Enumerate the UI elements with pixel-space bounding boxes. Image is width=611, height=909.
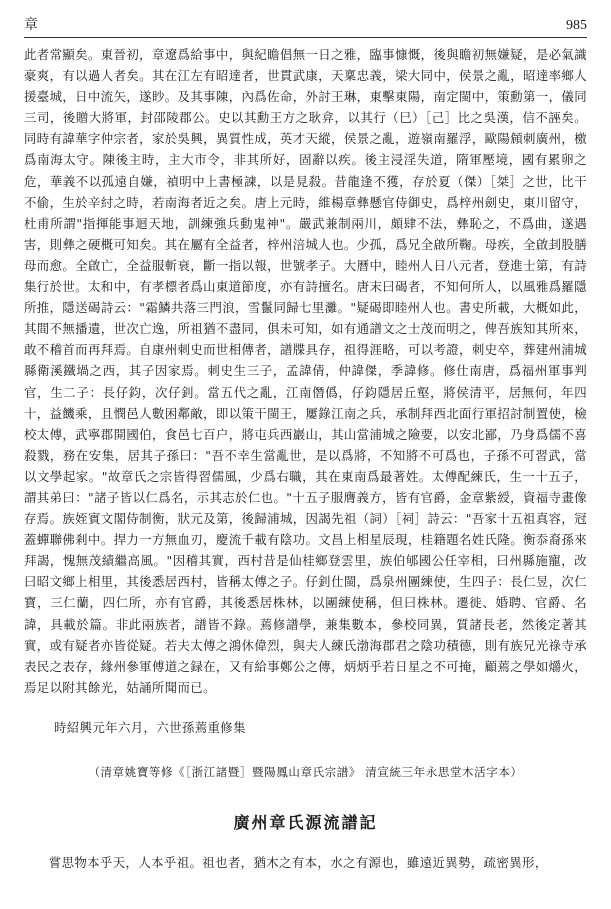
page-number: 985 bbox=[566, 18, 587, 33]
section-first-line: 嘗思物本乎天，人本乎祖。祖也者，猶木之有本，水之有源也，雖遠近異勢，疏密異形， bbox=[48, 855, 548, 870]
section-title: 廣州章氏源流譜記 bbox=[233, 813, 378, 832]
signature-line: 時紹興元年六月，六世孫蔫重修集 bbox=[54, 720, 246, 735]
main-text bbox=[24, 44, 587, 698]
source-citation: （清章姚寶等修《［浙江諸暨］暨陽鳳山章氏宗譜》 清宣統三年永思堂木活字本） bbox=[88, 765, 523, 779]
body-paragraph: 此者常顯矣。東晉初，章遼爲給事中，與紀瞻倡無一日之雅，臨事慷慨，後與瞻初無嫌疑，是必氣識豪爽，有以過人者矣。其在江左有昭達者，世貫武康，天稟忠義，梁大同中，侯景之亂，昭達率鄉人援臺城，日中流矢，遂眇。及其事陳，內爲佐命，外討王琳，東擊東陽，南定閩中，策勳第一，儀同三司，後贈大將軍，封邵陵郡公。史以其勳王方之耿弇，以其行（巳）［己］比之吳漢，信不誣矣。同時有諱華字仲宗者，家於吳興，異質性成，英才天縱，侯景之亂，遊嶺南羅浮，歐陽頠刺廣州，檄爲南海太守。陳後主時，主大市令，非其所好，固辭以疾。後主浸淫失道，隋軍壓境，國有累卵之危，華義不以孤遠自嫌，禎明中上書極諫，以是見殺。昔龍逢不獲，存於夏（傑）［桀］之世，比干不偷，生於辛紂之時，若南海者近之矣。唐上元時，維楊章彝懸官侍御史，爲梓州劍史，東川留守，杜甫所謂"指揮能事迴天地，訓練強兵動鬼神"。嚴武兼制兩川，頗肆不法，彝恥之，不爲曲，遂遇害，則彝之硬概可知矣。其在屬有全益者，梓州涪城人也。少孤，爲兄全啟所鞠。母疾，全啟刲股膳母而愈。全啟亡，全益服斬衰，斷一指以報，世號孝子。大曆中，睦州人日八元者，登進士第，有詩集行於世。太和中，有孝標者爲山東道節度，亦有詩擅名。唐末曰碣者，不知何所人，以風雅爲羅隱所推，隱送碣詩云："霜鱗共落三門浪，雪鬣同歸七里灘。"疑碣即睦州人也。書史所載，大概如此，其間不無播遺，世次亡逸，所祖猶不盡同，俱未可知，如有通譜文之士茂而明之，俾吾族知其所來，敢不稽首而再拜焉。自康州刺史而世相傳者，譜牒具存，祖得涯略，可以考證，刺史卒，葬建州浦城縣衛溪鐵堝之西，其子因家焉。刺史生三子，孟諱倩，仲諱傑，季諱修。修仕南唐，爲福州軍事判官，生二子：長仔鈞，次仔釗。當五代之亂，江南僭僞，仔鈞隱居丘壑，將侯清平，居無何，年四十，益饑乘，且憫邑人數困鄰敵，即以策干閩王，屢錄江南之兵，承制拜西北面行軍招討制置使，檢校太傅，武寧郡開國伯，食邑七百户，將屯兵西巖山，其山當浦城之險要，以安北鄙，乃身爲儒不喜殺戮，務在安集，居其子孫曰："吾不幸生當亂世，是以爲將，不知將不可爲也，子孫不可習武，當以文學起家。"故章氏之宗皆得習儒風，少爲右職，其在東南爲最著姓。太傅配練氏，生一十五子，謂其弟曰："諸子皆以仁爲名，示其志於仁也。"十五子服膺義方，皆有官爵，金章紫綬，資福寺畫像存焉。族姪賓文閣侍制衡，狀元及第，後歸浦城，因謁先祖（詞）［祠］詩云："吾家十五祖真容，冠蓋蟬聯佛剎中。捍力一方無血刃，慶流千載有陰功。文昌上相星辰現，桂籍題名姓氏隆。衡忝裔孫來拜謁，愧無茂績繼高風。"因稽其實，西村昔是仙桂鄉登雲里，族伯郇國公任宰相，曰州縣施寵，改曰昭文鄉上相里，其後悉居西村，皆稱太傅之子。仔釗仕閩，爲泉州團練使，生四子：長仁昱，次仁寶，三仁蘭，四仁所，亦有官爵，其後悉居株林，以團練使稱，但曰株林。遷徙、婚聘、官爵、名諱，具載於篇。非此兩族者，譜皆不錄。蔫修譜學，兼集數本，參校同異，質諸長老，然後定著其實，或有疑者亦皆從疑。若夫太傅之鴻休偉烈，與夫人練氏渤海郡君之陰功積德，則有族兄光祿寺承表民之表存，緣州參軍傅道之録在，又有給事鄭公之傳，炳炳乎若日星之不可掩，顧蔫之學如爝火，焉足以附其餘光，姑誦所聞而已。 bbox=[24, 47, 587, 695]
page-header bbox=[24, 8, 587, 38]
running-title: 章 bbox=[24, 17, 38, 33]
